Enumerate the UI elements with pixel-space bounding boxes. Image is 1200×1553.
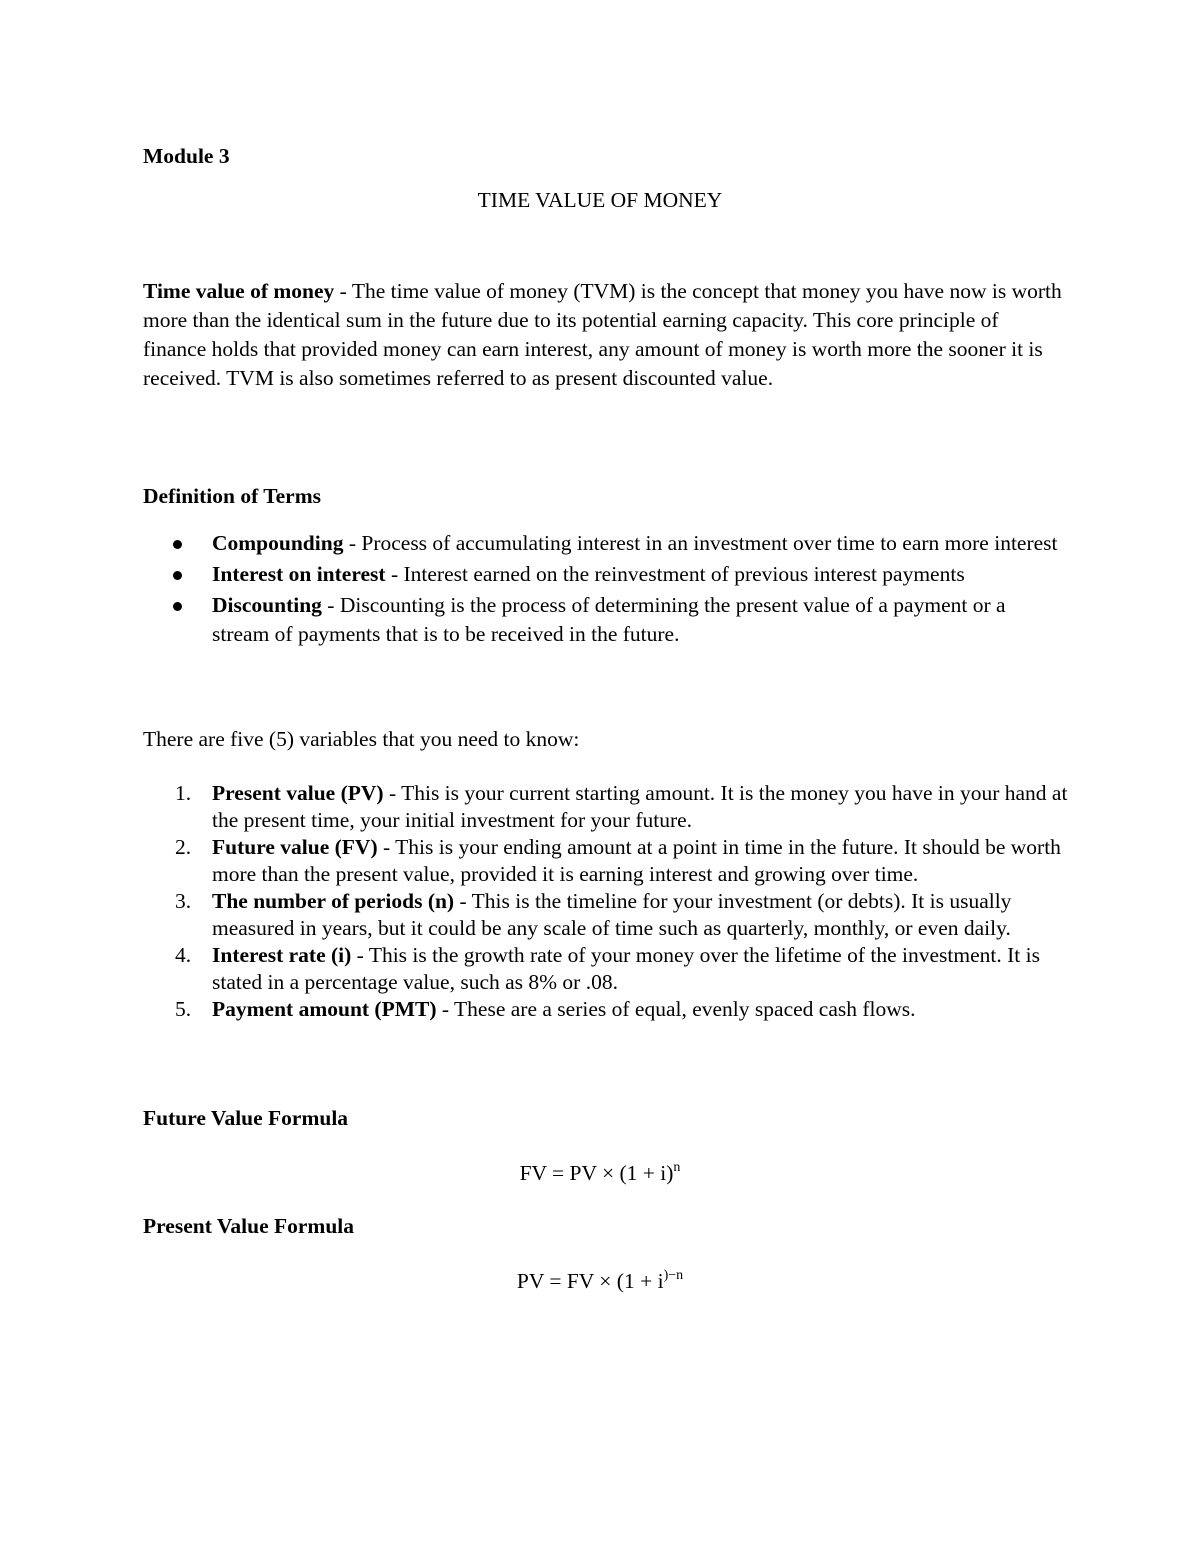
definition-text: - Discounting is the process of determining the present value of a payment or a stream of payments that is to be received in the future. — [212, 593, 1006, 646]
variable-item — [143, 888, 1073, 942]
list-number: 2. — [175, 835, 192, 859]
future-value-heading: Future Value Formula — [143, 1106, 349, 1130]
list-number: 1. — [175, 781, 192, 805]
document-title: TIME VALUE OF MONEY — [477, 188, 723, 212]
formula-base: FV = PV × (1 + i) — [519, 1161, 674, 1185]
formula-exponent: )−n — [663, 1268, 684, 1283]
variable-item — [143, 942, 1073, 996]
variable-text: - This is the growth rate of your money over the lifetime of the investment. It is stated in a percentage value, such as 8% or .08. — [212, 943, 1040, 994]
list-number: 4. — [175, 943, 192, 967]
present-value-formula — [0, 1267, 1200, 1296]
variables-intro: There are five (5) variables that you need to know: — [143, 727, 580, 751]
definition-item — [143, 529, 1063, 558]
definition-term: Interest on interest — [212, 562, 386, 586]
intro-term: Time value of money — [143, 279, 335, 303]
formula-base: PV = FV × (1 + i — [516, 1269, 664, 1293]
variable-term: The number of periods (n) — [212, 889, 455, 913]
future-value-formula — [0, 1159, 1200, 1188]
variable-text: - This is your current starting amount. It is the money you have in your hand at the present time, your initial investment for your future. — [212, 781, 1068, 832]
variable-item — [143, 996, 1073, 1023]
definition-item — [143, 560, 1063, 589]
variable-term: Payment amount (PMT) — [212, 997, 437, 1021]
variable-text: - This is your ending amount at a point in time in the future. It should be worth more than the present value, provided it is earning interest and growing over time. — [212, 835, 1061, 886]
intro-text: - The time value of money (TVM) is the concept that money you have now is worth more than the identical sum in the future due to its potential earning capacity. This core principle of finance holds that provided money can earn interest, any amount of money is worth more the sooner it is received. TVM is also sometimes referred to as present discounted value. — [143, 279, 1062, 390]
formula-exponent: n — [673, 1160, 681, 1175]
definition-item — [143, 591, 1063, 649]
bullet-icon — [173, 571, 182, 580]
definitions-list — [143, 529, 1063, 651]
list-number: 5. — [175, 997, 192, 1021]
definition-text: - Process of accumulating interest in an investment over time to earn more interest — [343, 531, 1058, 555]
variable-item — [143, 780, 1073, 834]
variable-term: Present value (PV) — [212, 781, 384, 805]
variable-term: Interest rate (i) — [212, 943, 352, 967]
intro-paragraph — [143, 277, 1063, 393]
bullet-icon — [173, 602, 182, 611]
variable-text: - This is the timeline for your investment (or debts). It is usually measured in years, but it could be any scale of time such as quarterly, monthly, or even daily. — [212, 889, 1012, 940]
definition-term: Compounding — [212, 531, 344, 555]
variable-item — [143, 834, 1073, 888]
variable-text: - These are a series of equal, evenly spaced cash flows. — [436, 997, 916, 1021]
list-number: 3. — [175, 889, 192, 913]
variable-term: Future value (FV) — [212, 835, 378, 859]
module-label: Module 3 — [143, 144, 230, 168]
definitions-heading: Definition of Terms — [143, 484, 321, 508]
definition-term: Discounting — [212, 593, 322, 617]
bullet-icon — [173, 540, 182, 549]
present-value-heading: Present Value Formula — [143, 1214, 355, 1238]
definition-text: - Interest earned on the reinvestment of previous interest payments — [385, 562, 965, 586]
variables-list — [143, 780, 1073, 1023]
